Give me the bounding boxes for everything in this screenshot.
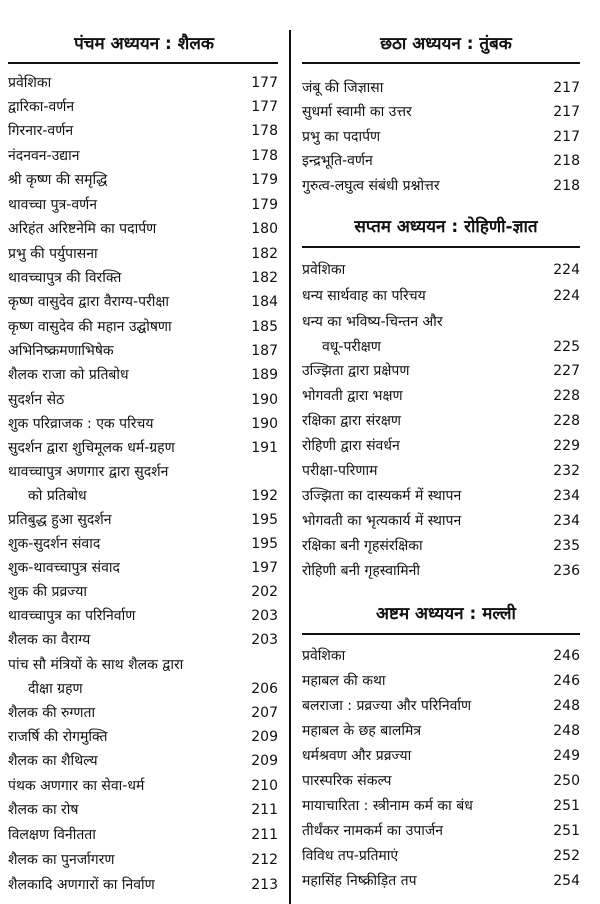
toc-entry: द्वारिका-वर्णन 177 (8, 99, 278, 115)
toc-entry: थावच्चापुत्र की विरक्ति 182 (8, 270, 278, 286)
toc-entry: मायाचारिता : स्त्रीनाम कर्म का बंध 251 (302, 798, 580, 814)
toc-entry: शुक परिव्राजक : एक परिचय 190 (8, 416, 278, 432)
toc-entry: महासिंह निष्क्रीड़ित तप 254 (302, 873, 580, 889)
toc-entry: शुक-सुदर्शन संवाद 195 (8, 536, 278, 552)
toc-entry: प्रवेशिका 246 (302, 648, 580, 664)
section-rule-7 (302, 246, 580, 248)
toc-entry: कृष्ण वासुदेव की महान उद्घोषणा 185 (8, 319, 278, 335)
toc-entry: रक्षिका द्वारा संरक्षण 228 (302, 413, 580, 429)
toc-entry: गिरनार-वर्णन 178 (8, 123, 278, 139)
toc-entry: दीक्षा ग्रहण 206 (28, 681, 278, 697)
toc-entry: शैलक का शैथिल्य 209 (8, 753, 278, 769)
toc-entry: भोगवती का भृत्यकार्य में स्थापन 234 (302, 513, 580, 529)
toc-entry: थावच्चा पुत्र-वर्णन 179 (8, 197, 278, 213)
toc-entry: श्री कृष्ण की समृद्धि 179 (8, 172, 278, 188)
toc-entry: गुरुत्व-लघुत्व संबंधी प्रश्नोत्तर 218 (302, 178, 580, 194)
toc-entry: कृष्ण वासुदेव द्वारा वैराग्य-परीक्षा 184 (8, 294, 278, 310)
section-rule-8 (302, 633, 580, 635)
toc-entry: परीक्षा-परिणाम 232 (302, 463, 580, 479)
toc-entry: शुक-थावच्चापुत्र संवाद 197 (8, 560, 278, 576)
section-rule-5 (8, 62, 278, 64)
toc-entry: शैलक राजा को प्रतिबोध 189 (8, 367, 278, 383)
toc-entry: शैलकादि अणगारों का निर्वाण 213 (8, 877, 278, 893)
toc-entry: शैलक का वैराग्य 203 (8, 632, 278, 648)
toc-entry: धन्य का भविष्य-चिन्तन और (302, 314, 443, 330)
toc-entry: सुदर्शन द्वारा शुचिमूलक धर्म-ग्रहण 191 (8, 440, 278, 456)
toc-entry: प्रभु की पर्युपासना 182 (8, 246, 278, 262)
toc-entry: शैलक की रुग्णता 207 (8, 705, 278, 721)
toc-entry: उज्झिता द्वारा प्रक्षेपण 227 (302, 363, 580, 379)
toc-entry: पारस्परिक संकल्प 250 (302, 773, 580, 789)
toc-entry: रक्षिका बनी गृहसंरक्षिका 235 (302, 538, 580, 554)
toc-entry: विविध तप-प्रतिमाएं 252 (302, 848, 580, 864)
toc-entry: वधू-परीक्षण 225 (322, 339, 580, 355)
toc-entry: उज्झिता का दास्यकर्म में स्थापन 234 (302, 488, 580, 504)
toc-entry: शैलक का रोष 211 (8, 802, 278, 818)
toc-entry: धन्य सार्थवाह का परिचय 224 (302, 288, 580, 304)
toc-entry: तीर्थंकर नामकर्म का उपार्जन 251 (302, 823, 580, 839)
toc-entry: नंदनवन-उद्यान 178 (8, 148, 278, 164)
section-title-6: छठा अध्ययन : तुंबक (380, 34, 512, 54)
toc-entry: प्रवेशिका 224 (302, 262, 580, 278)
toc-entry: सुधर्मा स्वामी का उत्तर 217 (302, 104, 580, 120)
toc-entry: पंथक अणगार का सेवा-धर्म 210 (8, 778, 278, 794)
toc-entry: विलक्षण विनीतता 211 (8, 827, 278, 843)
section-title-7: सप्तम अध्ययन : रोहिणी-ज्ञात (354, 217, 538, 237)
section-title-8: अष्टम अध्ययन : मल्ली (376, 604, 516, 624)
toc-entry: पांच सौ मंत्रियों के साथ शैलक द्वारा (8, 657, 184, 673)
toc-entry: रोहिणी द्वारा संवर्धन 229 (302, 438, 580, 454)
toc-entry: इन्द्रभूति-वर्णन 218 (302, 153, 580, 169)
toc-entry: शुक की प्रव्रज्या 202 (8, 584, 278, 600)
toc-entry: शैलक का पुनर्जागरण 212 (8, 852, 278, 868)
toc-entry: को प्रतिबोध 192 (28, 488, 278, 504)
toc-entry: सुदर्शन सेठ 190 (8, 392, 278, 408)
toc-entry: प्रवेशिका 177 (8, 75, 278, 91)
toc-entry: रोहिणी बनी गृहस्वामिनी 236 (302, 563, 580, 579)
toc-entry: धर्मश्रवण और प्रव्रज्या 249 (302, 748, 580, 764)
toc-entry: जंबू की जिज्ञासा 217 (302, 80, 580, 96)
toc-entry: अरिहंत अरिष्टनेमि का पदार्पण 180 (8, 221, 278, 237)
toc-entry: बलराजा : प्रव्रज्या और परिनिर्वाण 248 (302, 698, 580, 714)
toc-entry: प्रतिबुद्ध हुआ सुदर्शन 195 (8, 512, 278, 528)
toc-entry: महाबल के छह बालमित्र 248 (302, 723, 580, 739)
toc-entry: थावच्चापुत्र का परिनिर्वाण 203 (8, 608, 278, 624)
column-divider (289, 30, 291, 904)
toc-entry: राजर्षि की रोगमुक्ति 209 (8, 729, 278, 745)
toc-entry: अभिनिष्क्रमणाभिषेक 187 (8, 343, 278, 359)
toc-entry: थावच्चापुत्र अणगार द्वारा सुदर्शन (8, 464, 169, 480)
section-rule-6 (302, 62, 580, 64)
toc-entry: प्रभु का पदार्पण 217 (302, 129, 580, 145)
section-title-5: पंचम अध्ययन : शैलक (74, 34, 214, 54)
toc-entry: महाबल की कथा 246 (302, 673, 580, 689)
toc-entry: भोगवती द्वारा भक्षण 228 (302, 388, 580, 404)
